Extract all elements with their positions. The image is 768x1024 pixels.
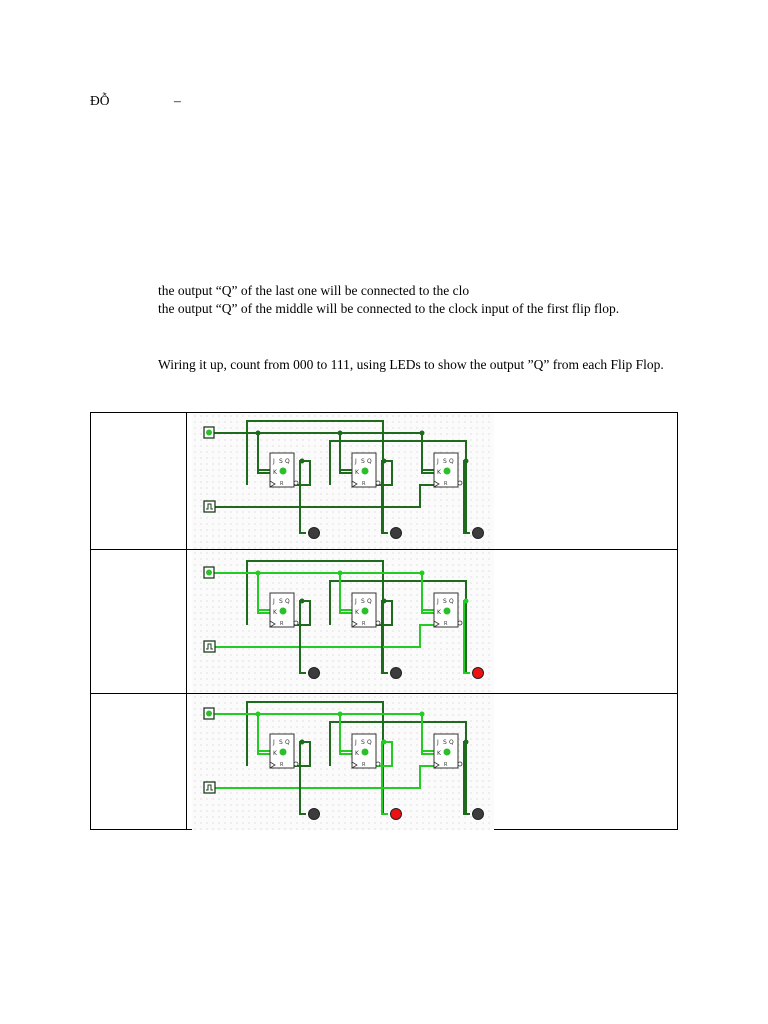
j-input-wire: [422, 714, 434, 751]
flip-flop-label-r: R: [444, 762, 448, 768]
q-output-wire: [382, 461, 388, 533]
q-bar-bubble: [294, 621, 298, 625]
q-output-wire: [382, 601, 388, 673]
flip-flop-label-j: J: [437, 458, 439, 465]
flip-flop-label-r: R: [362, 621, 366, 627]
flip-flop-label-r: R: [444, 481, 448, 487]
flip-flop-label-s: S: [443, 458, 447, 465]
table-column-divider: [186, 413, 187, 829]
flip-flop-label-s: S: [279, 598, 283, 605]
j-input-wire: [340, 714, 352, 751]
input-pin-state: [206, 570, 212, 576]
j-input-wire: [340, 573, 352, 610]
junction-dot: [464, 459, 469, 464]
flip-flop-label-s: S: [443, 598, 447, 605]
junction-dot: [256, 712, 261, 717]
state-indicator: [280, 608, 287, 615]
state-indicator: [280, 468, 287, 475]
flip-flop-label-k: K: [437, 469, 441, 476]
instruction-line-3: Wiring it up, count from 000 to 111, using LEDs to show the output ”Q” from each Flip Flop.: [158, 357, 664, 372]
flip-flop-label-q: Q: [367, 598, 372, 605]
q-bar-bubble: [458, 481, 462, 485]
clock-wire: [214, 766, 434, 788]
header-dash: –: [174, 93, 181, 108]
flip-flop-label-j: J: [437, 739, 439, 746]
q-bar-bubble: [294, 481, 298, 485]
state-indicator: [444, 608, 451, 615]
junction-dot: [382, 459, 387, 464]
flip-flop-label-s: S: [279, 739, 283, 746]
q-bar-bubble: [458, 621, 462, 625]
flip-flop-label-j: J: [273, 739, 275, 746]
junction-dot: [338, 431, 343, 436]
j-input-wire: [258, 714, 270, 751]
led-off: [309, 809, 320, 820]
flip-flop-label-q: Q: [285, 739, 290, 746]
j-input-wire: [258, 433, 270, 470]
led-off: [309, 528, 320, 539]
junction-dot: [338, 712, 343, 717]
flip-flop-label-k: K: [355, 609, 359, 616]
led-on: [473, 668, 484, 679]
flip-flop-label-j: J: [355, 598, 357, 605]
clock-source: [204, 641, 215, 652]
led-off: [391, 668, 402, 679]
clock-wire: [214, 625, 434, 647]
clock-wire: [214, 485, 434, 507]
header-name: ĐỖ: [90, 93, 110, 108]
q-output-wire: [300, 601, 306, 673]
q-output-wire: [382, 742, 388, 814]
junction-dot: [256, 571, 261, 576]
flip-flop-label-k: K: [273, 750, 277, 757]
state-indicator: [362, 749, 369, 756]
flip-flop-label-q: Q: [449, 739, 454, 746]
j-input-wire: [422, 433, 434, 470]
flip-flop-label-r: R: [280, 762, 284, 768]
circuit-svg: [192, 550, 494, 693]
flip-flop-label-k: K: [273, 469, 277, 476]
flip-flop-label-j: J: [355, 458, 357, 465]
flip-flop-label-s: S: [361, 739, 365, 746]
junction-dot: [464, 599, 469, 604]
circuit-diagram-2: [192, 550, 494, 693]
flip-flop-label-q: Q: [367, 458, 372, 465]
flip-flop-label-k: K: [273, 609, 277, 616]
q-output-wire: [300, 461, 306, 533]
instruction-line-2: the output “Q” of the middle will be connected to the clock input of the first flip flop.: [158, 301, 620, 316]
junction-dot: [256, 431, 261, 436]
circuit-diagram-1: [192, 413, 494, 549]
flip-flop-label-r: R: [362, 481, 366, 487]
j-input-wire: [340, 433, 352, 470]
q-bar-bubble: [376, 481, 380, 485]
instruction-line-1: the output “Q” of the last one will be connected to the clo: [158, 283, 470, 298]
q-output-wire: [300, 742, 306, 814]
flip-flop-label-k: K: [437, 609, 441, 616]
flip-flop-label-j: J: [355, 739, 357, 746]
flip-flop-label-r: R: [280, 481, 284, 487]
flip-flop-label-j: J: [273, 598, 275, 605]
led-off: [473, 809, 484, 820]
input-pin-state: [206, 711, 212, 717]
flip-flop-label-q: Q: [367, 739, 372, 746]
flip-flop-label-q: Q: [285, 598, 290, 605]
flip-flop-label-r: R: [280, 621, 284, 627]
state-indicator: [280, 749, 287, 756]
flip-flop-label-k: K: [437, 750, 441, 757]
q-bar-bubble: [294, 762, 298, 766]
clock-source: [204, 782, 215, 793]
circuit-diagram-3: [192, 694, 494, 830]
q-bar-bubble: [458, 762, 462, 766]
junction-dot: [420, 712, 425, 717]
state-indicator: [444, 749, 451, 756]
state-indicator: [444, 468, 451, 475]
flip-flop-label-r: R: [362, 762, 366, 768]
junction-dot: [420, 431, 425, 436]
led-off: [473, 528, 484, 539]
flip-flop-label-j: J: [437, 598, 439, 605]
j-input-wire: [422, 573, 434, 610]
junction-dot: [382, 740, 387, 745]
flip-flop-label-s: S: [279, 458, 283, 465]
flip-flop-label-q: Q: [285, 458, 290, 465]
state-indicator: [362, 468, 369, 475]
led-off: [391, 528, 402, 539]
flip-flop-label-j: J: [273, 458, 275, 465]
flip-flop-label-s: S: [361, 598, 365, 605]
flip-flop-label-r: R: [444, 621, 448, 627]
q-bar-bubble: [376, 762, 380, 766]
junction-dot: [300, 740, 305, 745]
circuit-svg: [192, 413, 494, 549]
junction-dot: [338, 571, 343, 576]
clock-source: [204, 501, 215, 512]
junction-dot: [300, 459, 305, 464]
state-indicator: [362, 608, 369, 615]
junction-dot: [420, 571, 425, 576]
circuit-table: [90, 412, 678, 830]
flip-flop-label-s: S: [361, 458, 365, 465]
flip-flop-label-q: Q: [449, 458, 454, 465]
flip-flop-label-q: Q: [449, 598, 454, 605]
flip-flop-label-k: K: [355, 750, 359, 757]
junction-dot: [300, 599, 305, 604]
circuit-svg: [192, 694, 494, 830]
flip-flop-label-k: K: [355, 469, 359, 476]
led-on: [391, 809, 402, 820]
q-bar-bubble: [376, 621, 380, 625]
flip-flop-label-s: S: [443, 739, 447, 746]
junction-dot: [382, 599, 387, 604]
input-pin-state: [206, 430, 212, 436]
led-off: [309, 668, 320, 679]
j-input-wire: [258, 573, 270, 610]
junction-dot: [464, 740, 469, 745]
